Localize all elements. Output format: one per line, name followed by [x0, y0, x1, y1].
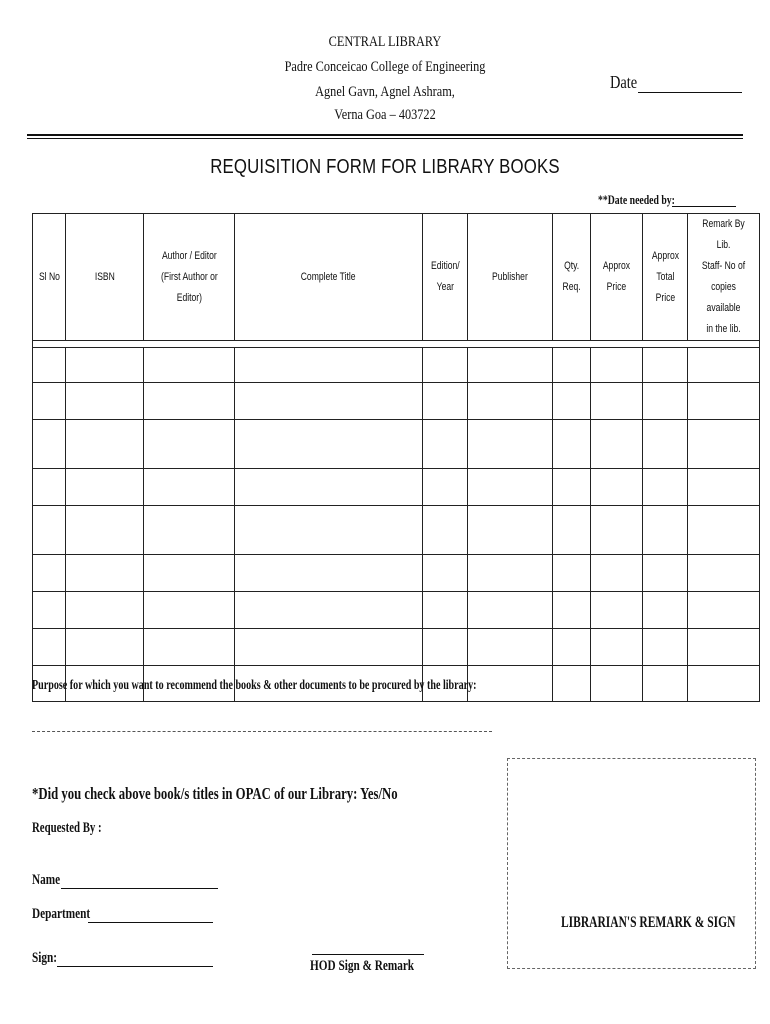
table-cell-isbn[interactable] [66, 506, 144, 555]
table-cell-total-price[interactable] [643, 420, 688, 469]
table-cell-total-price[interactable] [643, 592, 688, 629]
table-cell-qty[interactable] [553, 555, 591, 592]
table-cell-qty[interactable] [553, 469, 591, 506]
header-rule-thin [27, 138, 743, 139]
table-cell-total-price[interactable] [643, 666, 688, 702]
table-cell-price[interactable] [591, 555, 643, 592]
hod-sign-label: HOD Sign & Remark [310, 958, 415, 974]
table-cell-title[interactable] [235, 506, 423, 555]
table-cell-total-price[interactable] [643, 469, 688, 506]
column-header-label: Approx Price [602, 260, 631, 293]
table-cell-remark[interactable] [688, 666, 760, 702]
table-cell-isbn[interactable] [66, 469, 144, 506]
table-cell-title[interactable] [235, 592, 423, 629]
table-cell-author[interactable] [144, 469, 235, 506]
table-cell-edition[interactable] [423, 555, 468, 592]
header-rule-thick [27, 134, 743, 136]
column-header-label: Qty. Req. [562, 260, 581, 293]
table-cell-author[interactable] [144, 629, 235, 666]
table-row [33, 555, 760, 592]
table-cell-edition[interactable] [423, 420, 468, 469]
table-cell-publisher[interactable] [468, 469, 553, 506]
table-cell-sl-no[interactable] [33, 506, 66, 555]
column-header-label: Remark By Lib. Staff- No of copies available in the lib. [701, 218, 746, 335]
header-gap-row [33, 341, 760, 348]
table-cell-author[interactable] [144, 383, 235, 420]
purpose-field[interactable] [32, 731, 492, 732]
table-cell-title[interactable] [235, 348, 423, 383]
table-cell-sl-no[interactable] [33, 592, 66, 629]
sign-label: Sign: [32, 950, 58, 966]
address-line-1: Agnel Gavn, Agnel Ashram, [315, 84, 455, 100]
table-cell-title[interactable] [235, 420, 423, 469]
date-label: Date [610, 72, 638, 92]
table-cell-price[interactable] [591, 469, 643, 506]
table-cell-publisher[interactable] [468, 666, 553, 702]
table-row [33, 348, 760, 383]
table-cell-sl-no[interactable] [33, 348, 66, 383]
table-cell-remark[interactable] [688, 629, 760, 666]
table-cell-title[interactable] [235, 383, 423, 420]
name-field[interactable] [61, 888, 218, 889]
table-cell-qty[interactable] [553, 506, 591, 555]
table-cell-edition[interactable] [423, 629, 468, 666]
table-cell-qty[interactable] [553, 592, 591, 629]
table-cell-price[interactable] [591, 592, 643, 629]
table-cell-edition[interactable] [423, 506, 468, 555]
table-cell-sl-no[interactable] [33, 469, 66, 506]
column-header-label: Sl No [38, 270, 60, 283]
table-cell-publisher[interactable] [468, 383, 553, 420]
department-label: Department [32, 906, 91, 922]
column-header-remark [688, 214, 760, 341]
table-cell-qty[interactable] [553, 629, 591, 666]
table-cell-remark[interactable] [688, 555, 760, 592]
table-cell-total-price[interactable] [643, 629, 688, 666]
column-header-isbn [66, 214, 144, 341]
date-needed-label: **Date needed by: [598, 192, 675, 207]
table-cell-price[interactable] [591, 666, 643, 702]
address-line-2: Verna Goa – 403722 [334, 107, 436, 123]
table-cell-sl-no[interactable] [33, 555, 66, 592]
table-cell-qty[interactable] [553, 420, 591, 469]
table-cell-total-price[interactable] [643, 555, 688, 592]
column-header-total-price [643, 214, 688, 341]
table-cell-edition[interactable] [423, 592, 468, 629]
column-header-qty [553, 214, 591, 341]
table-cell-sl-no[interactable] [33, 383, 66, 420]
table-cell-author[interactable] [144, 420, 235, 469]
table-cell-isbn[interactable] [66, 629, 144, 666]
column-header-edition [423, 214, 468, 341]
table-cell-sl-no[interactable] [33, 420, 66, 469]
purpose-label: Purpose for which you want to recommend the books & other documents to be procured by the library: [32, 678, 477, 693]
table-cell-title[interactable] [235, 629, 423, 666]
table-cell-edition[interactable] [423, 469, 468, 506]
table-cell-remark[interactable] [688, 592, 760, 629]
date-needed-field[interactable] [672, 206, 736, 207]
table-cell-author[interactable] [144, 348, 235, 383]
librarian-remark-label: LIBRARIAN'S REMARK & SIGN [561, 914, 736, 931]
table-cell-total-price[interactable] [643, 383, 688, 420]
table-cell-price[interactable] [591, 629, 643, 666]
requested-by-label: Requested By : [32, 820, 102, 836]
table-cell-author[interactable] [144, 555, 235, 592]
column-header-label: ISBN [94, 270, 115, 283]
table-row [33, 592, 760, 629]
column-header-sl-no [33, 214, 66, 341]
requisition-table [32, 213, 760, 702]
table-cell-publisher[interactable] [468, 420, 553, 469]
table-row [33, 469, 760, 506]
hod-sign-field[interactable] [312, 954, 424, 955]
table-cell-isbn[interactable] [66, 348, 144, 383]
table-cell-total-price[interactable] [643, 506, 688, 555]
table-cell-publisher[interactable] [468, 592, 553, 629]
department-field[interactable] [88, 922, 213, 923]
librarian-remark-box[interactable] [507, 758, 756, 969]
table-cell-total-price[interactable] [643, 348, 688, 383]
library-name: CENTRAL LIBRARY [328, 34, 442, 50]
table-cell-remark[interactable] [688, 348, 760, 383]
table-cell-price[interactable] [591, 383, 643, 420]
table-cell-sl-no[interactable] [33, 629, 66, 666]
table-cell-remark[interactable] [688, 420, 760, 469]
column-header-label: Publisher [492, 270, 528, 283]
column-header-label: Complete Title [301, 270, 356, 283]
table-cell-price[interactable] [591, 506, 643, 555]
table-cell-author[interactable] [144, 506, 235, 555]
table-cell-isbn[interactable] [66, 420, 144, 469]
opac-question: *Did you check above book/s titles in OPAC of our Library: Yes/No [32, 784, 398, 803]
table-cell-isbn[interactable] [66, 555, 144, 592]
column-header-author [144, 214, 235, 341]
date-field[interactable] [638, 92, 742, 93]
table-cell-remark[interactable] [688, 506, 760, 555]
table-cell-price[interactable] [591, 420, 643, 469]
table-row [33, 506, 760, 555]
table-cell-qty[interactable] [553, 348, 591, 383]
table-cell-publisher[interactable] [468, 629, 553, 666]
table-cell-isbn[interactable] [66, 383, 144, 420]
column-header-publisher [468, 214, 553, 341]
table-cell-title[interactable] [235, 555, 423, 592]
sign-field[interactable] [57, 966, 213, 967]
table-header-row [33, 214, 760, 341]
table-row [33, 420, 760, 469]
table-cell-title[interactable] [235, 469, 423, 506]
table-row [33, 629, 760, 666]
header-gap-cell [33, 341, 760, 348]
table-cell-publisher[interactable] [468, 555, 553, 592]
table-cell-remark[interactable] [688, 469, 760, 506]
table-cell-publisher[interactable] [468, 348, 553, 383]
name-label: Name [32, 872, 61, 888]
table-cell-qty[interactable] [553, 383, 591, 420]
table-cell-isbn[interactable] [66, 592, 144, 629]
column-header-label: Approx Total Price [651, 249, 679, 304]
form-title: REQUISITION FORM FOR LIBRARY BOOKS [210, 156, 560, 178]
column-header-price [591, 214, 643, 341]
table-row [33, 383, 760, 420]
column-header-label: Author / Editor (First Author or Editor) [160, 249, 218, 304]
table-cell-edition[interactable] [423, 383, 468, 420]
table-cell-price[interactable] [591, 348, 643, 383]
table-cell-author[interactable] [144, 592, 235, 629]
table-cell-remark[interactable] [688, 383, 760, 420]
college-name: Padre Conceicao College of Engineering [284, 59, 486, 75]
column-header-title [235, 214, 423, 341]
column-header-label: Edition/ Year [430, 260, 460, 293]
table-cell-edition[interactable] [423, 348, 468, 383]
table-cell-publisher[interactable] [468, 506, 553, 555]
table-cell-qty[interactable] [553, 666, 591, 702]
table-body [33, 341, 760, 702]
